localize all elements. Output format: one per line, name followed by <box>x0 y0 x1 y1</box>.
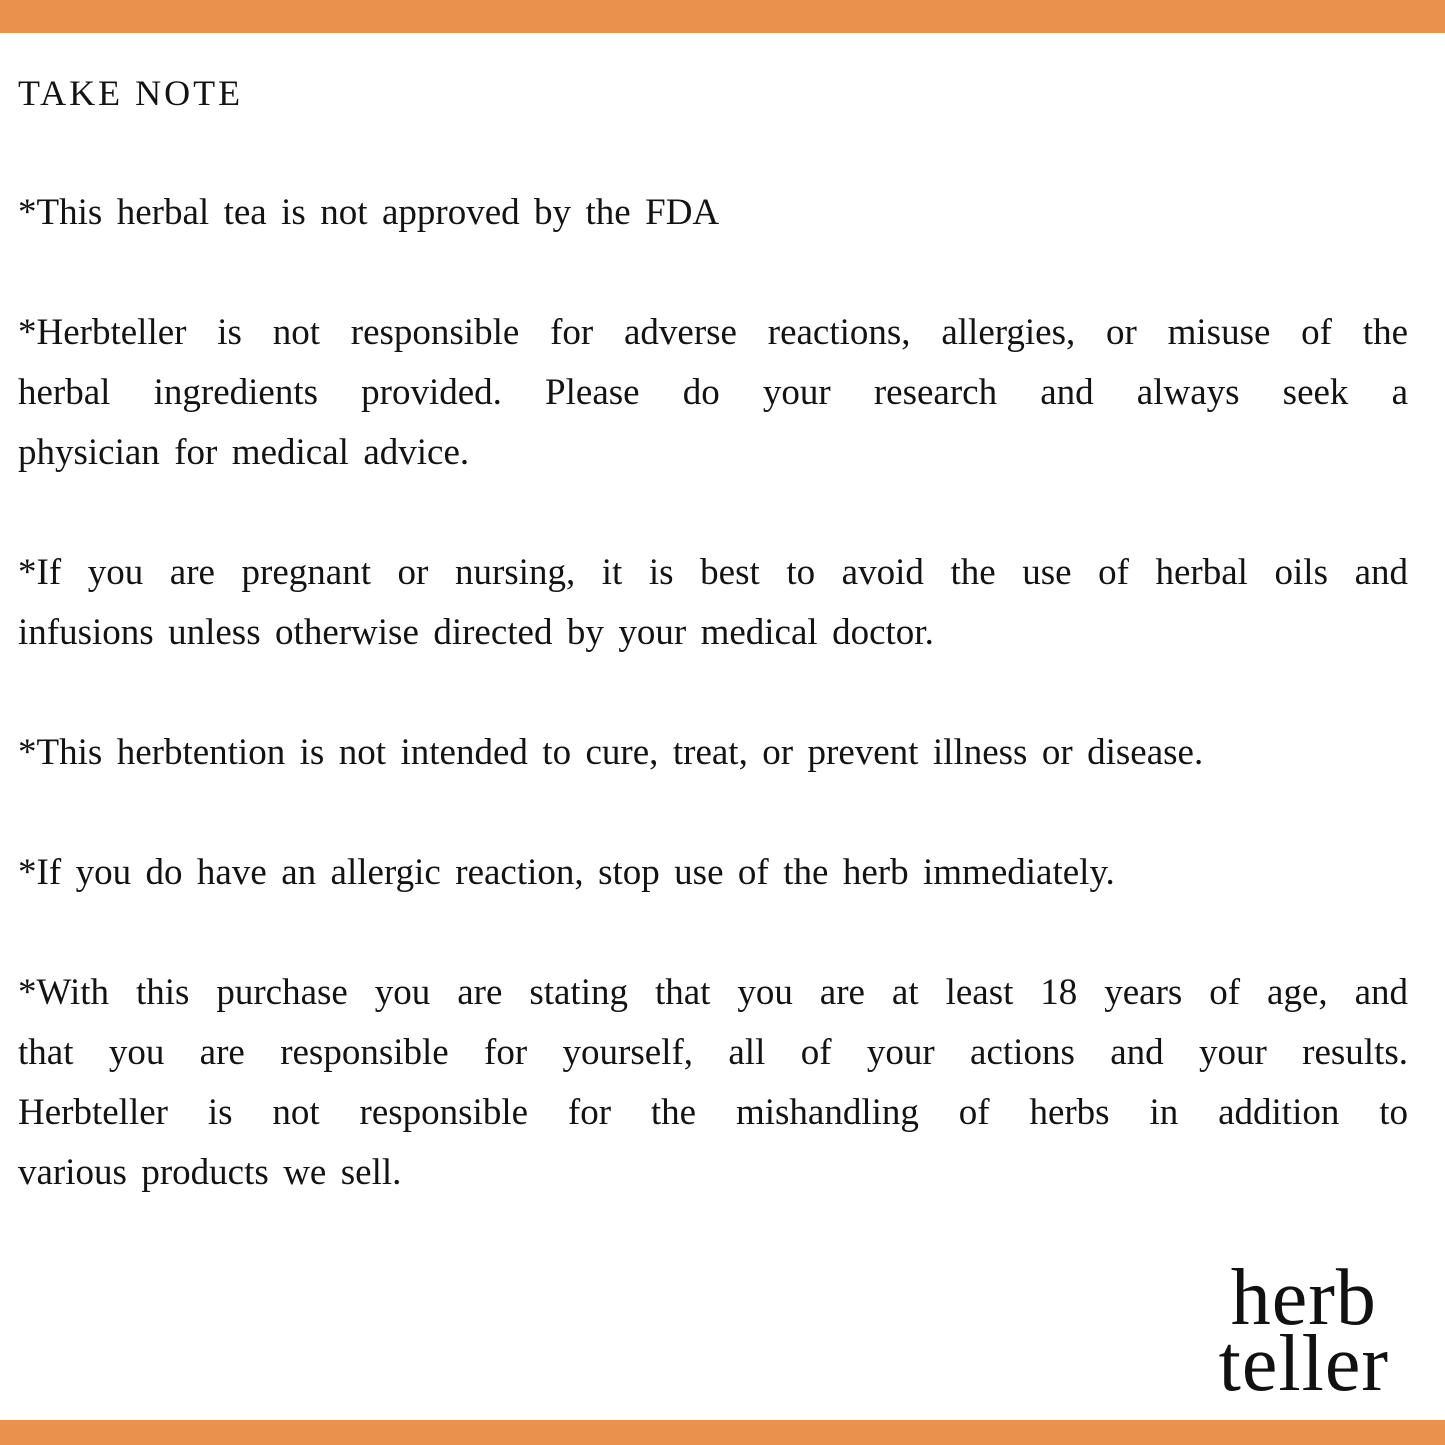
bottom-accent-bar <box>0 1420 1445 1445</box>
page-title: TAKE NOTE <box>18 73 244 113</box>
text-line: *This herbal tea is not approved by the FDA <box>18 192 720 233</box>
text-line: physician for medical advice. <box>18 432 470 473</box>
text-line: *This herbtention is not intended to cure, treat, or prevent illness or disease. <box>18 732 1204 773</box>
paragraph <box>18 303 1408 483</box>
text-line: *Herbteller is not responsible for adverse reactions, allergies, or misuse of the <box>18 312 1408 353</box>
text-line: infusions unless otherwise directed by your medical doctor. <box>18 612 934 653</box>
text-line: that you are responsible for yourself, all of your actions and your results. <box>18 1032 1408 1073</box>
text-line: *With this purchase you are stating that you are at least 18 years of age, and <box>18 972 1408 1013</box>
logo-word-teller: teller <box>1218 1320 1389 1408</box>
text-line: *If you do have an allergic reaction, stop use of the herb immediately. <box>18 852 1115 893</box>
paragraph <box>18 183 1408 243</box>
disclaimer-text <box>18 183 1408 1203</box>
paragraph <box>18 543 1408 663</box>
disclaimer-content <box>18 33 1408 1203</box>
text-line: various products we sell. <box>18 1152 402 1193</box>
text-line: Herbteller is not responsible for the mishandling of herbs in addition to <box>18 1092 1408 1133</box>
text-line: herbal ingredients provided. Please do your research and always seek a <box>18 372 1408 413</box>
paragraph <box>18 963 1408 1203</box>
paragraph <box>18 723 1408 783</box>
herbteller-logo <box>1218 1254 1389 1408</box>
top-accent-bar <box>0 0 1445 33</box>
logo-word-herb: herb <box>1230 1254 1377 1342</box>
text-line: *If you are pregnant or nursing, it is best to avoid the use of herbal oils and <box>18 552 1408 593</box>
paragraph <box>18 843 1408 903</box>
